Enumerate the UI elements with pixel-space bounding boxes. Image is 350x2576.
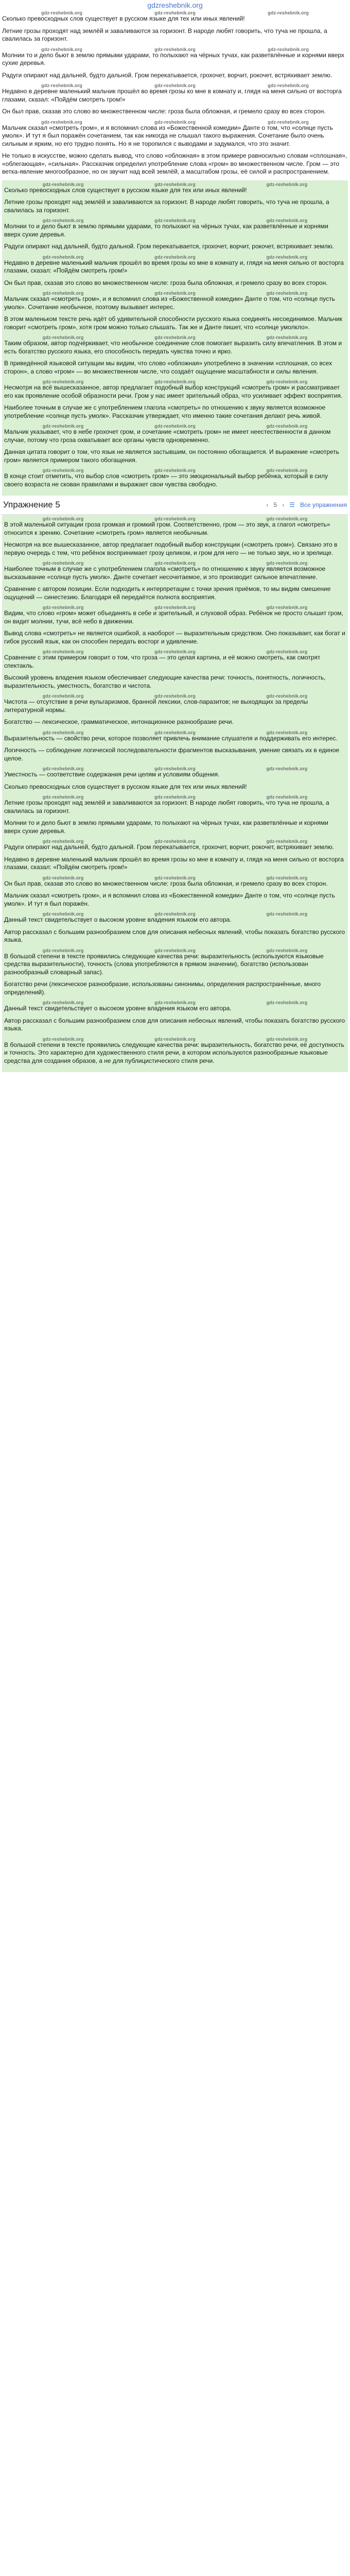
paragraph: Несмотря на все вышесказанное, автор предлагает подобный выбор конструкции («смотреть гром»). Связано это в первую очередь с тем, что ребёнок воспринимает грозу целиком, и гром для него — не только звук, но и зрелище.	[4, 541, 338, 556]
paragraph: Недавно в деревне маленький мальчик прошёл во время грозы ко мне в комнату и, глядя на меня сильно от восторга глазами, сказал: «Пойдём смотреть гром!»	[2, 88, 342, 103]
watermark-text: gdz-reshebnik.org	[266, 693, 308, 699]
watermark-text: gdz-reshebnik.org	[266, 839, 308, 844]
watermark-text: gdz-reshebnik.org	[42, 335, 84, 340]
watermark-text: gdz-reshebnik.org	[154, 10, 196, 15]
watermark-row	[2, 83, 348, 88]
paragraph: Выразительность — свойство речи, которое позволяет привлечь внимание слушателя и поддерживать его интерес.	[4, 734, 338, 742]
watermark-text: gdz-reshebnik.org	[42, 911, 84, 917]
paragraph: Данный текст свидетельствует о высоком уровне владения языком его автора.	[4, 916, 232, 923]
watermark-text: gdz-reshebnik.org	[268, 119, 309, 125]
exercise-nav	[267, 501, 347, 509]
watermark-text: gdz-reshebnik.org	[154, 119, 196, 125]
watermark-row	[4, 650, 346, 654]
watermark-text: gdz-reshebnik.org	[42, 468, 84, 473]
watermark-text: gdz-reshebnik.org	[154, 1000, 196, 1005]
answer-block	[2, 180, 348, 496]
watermark-text: gdz-reshebnik.org	[266, 291, 308, 296]
watermark-text: gdz-reshebnik.org	[266, 911, 308, 917]
watermark-row	[4, 839, 346, 843]
paragraph: Несмотря на всё вышесказанное, автор предлагает подобный выбор конструкций «смотреть гром» и рассматривает его как проявление особой образности речи. Гром у нас имеет зрительный образ, что усиливает эффект восприятия.	[4, 384, 343, 399]
paragraph: Автор рассказал с большим разнообразием слов для описания небесных явлений, чтобы показать богатство русского языка.	[4, 928, 345, 943]
watermark-text: gdz-reshebnik.org	[42, 1000, 84, 1005]
paragraph: Богатство речи (лексическое разнообразие, использованы синонимы, определения распространённые, много определений).	[4, 980, 321, 996]
paragraph: Сравнение с автором позиции. Если подходить к интерпретации с точки зрения приёмов, то мы видим смешение ощущений — синестезию. Благодаря ей передаётся полнота восприятия.	[4, 585, 331, 601]
watermark-row	[4, 255, 346, 259]
watermark-text: gdz-reshebnik.org	[42, 561, 84, 566]
watermark-text: gdz-reshebnik.org	[154, 468, 196, 473]
watermark-text: gdz-reshebnik.org	[266, 875, 308, 880]
watermark-text: gdz-reshebnik.org	[266, 335, 308, 340]
watermark-text: gdz-reshebnik.org	[154, 1036, 196, 1042]
watermark-text: gdz-reshebnik.org	[42, 730, 84, 735]
watermark-text: gdz-reshebnik.org	[154, 379, 196, 384]
watermark-text: gdz-reshebnik.org	[42, 605, 84, 610]
watermark-text: gdz-reshebnik.org	[41, 119, 82, 125]
watermark-text: gdz-reshebnik.org	[41, 10, 82, 15]
paragraph: Мальчик сказал «смотреть гром», и я вспомнил слова из «Божественной комедии» Данте о том, что «солнце пусть умолк». И тут я был поражён сочетанием, так как никогда не слышал такого выражения. Сочетание было очень сильным и ярким, но его трудно понять. Но я не торопился с выводами и задумался, что это значит.	[2, 124, 333, 147]
watermark-text: gdz-reshebnik.org	[42, 291, 84, 296]
watermark-text: gdz-reshebnik.org	[42, 947, 84, 953]
paragraph: Молнии то и дело бьют в землю прямыми ударами, то полыхают на чёрных тучах, как разветвлённые и корнями вверх сухие деревья.	[4, 819, 328, 835]
paragraph: Не только в искусстве, можно сделать вывод, что слово «обложная» в этом примере равносильно словам «сплошная», «облегающая», «сильная». Рассказчик определил употребление слова «гром» во множественном числе. Гром — это ветка-явление многообразное, но он звучит над всей землёй, а масштабом грозы, её силой и распространением.	[2, 152, 347, 175]
paragraph: Мальчик сказал «смотреть гром», и я вспомнил слова из «Божественной комедии» Данте о том, что «солнце пусть умолк». Сочетание необычное, поэтому вызывает интерес.	[4, 295, 335, 311]
watermark-row	[4, 605, 346, 609]
watermark-text: gdz-reshebnik.org	[266, 794, 308, 800]
watermark-row	[4, 912, 346, 916]
next-button[interactable]: ›	[282, 501, 285, 509]
paragraph: Мальчик сказал «смотреть гром», и я вспомнил слова из «Божественной комедии» Данте о том, что «солнце пусть умолк». И тут я был поражён.	[4, 892, 335, 907]
watermark-text: gdz-reshebnik.org	[266, 649, 308, 654]
watermark-text: gdz-reshebnik.org	[154, 254, 196, 260]
watermark-row	[4, 561, 346, 565]
watermark-row	[2, 120, 348, 124]
watermark-row	[4, 424, 346, 428]
paragraph: Наиболее точным в случае же с употреблением глагола «смотреть» по отношению к звуку является возможное высказывание «солнце пусть умолк». Данте сочетает несочетаемое, и это производит сильное впечатление.	[4, 565, 326, 581]
paragraph: Недавно в деревне маленький мальчик прошёл во время грозы ко мне в комнату и, глядя на меня сильно от восторга глазами, сказал: «Пойдём смотреть гром!»	[4, 259, 344, 274]
watermark-text: gdz-reshebnik.org	[154, 516, 196, 521]
paragraph: Он был прав, сказав это слово во множественном числе: гроза была обложная, и гремело сразу во всех сторон.	[2, 108, 326, 115]
watermark-row	[4, 380, 346, 384]
paragraph: Мальчик указывает, что в небе грохочет гром, и сочетание «смотреть гром» не имеет неестественности в данном случае, потому что гроза охватывает все органы чувств одновременно.	[4, 428, 331, 444]
watermark-text: gdz-reshebnik.org	[266, 218, 308, 223]
watermark-text: gdz-reshebnik.org	[42, 379, 84, 384]
paragraph: Сколько превосходных слов существует в русском языке для тех или иных явлений!	[4, 783, 247, 790]
watermark-text: gdz-reshebnik.org	[42, 218, 84, 223]
watermark-row	[4, 795, 346, 799]
paragraph: Данный текст свидетельствует о высоком уровне владения языком его автора.	[4, 1005, 232, 1012]
paragraph: Наиболее точным в случае же с употреблением глагола «смотреть» по отношению к звуку является возможное употребление «солнце пусть умолк». Рассказчик утверждает, что именно такие сочетания делают речь живой.	[4, 404, 326, 419]
watermark-text: gdz-reshebnik.org	[154, 46, 196, 52]
watermark-text: gdz-reshebnik.org	[41, 83, 82, 88]
watermark-row	[4, 1001, 346, 1005]
watermark-text: gdz-reshebnik.org	[266, 423, 308, 429]
paragraph: Богатство — лексическое, грамматическое, интонационное разнообразие речи.	[4, 718, 234, 725]
watermark-row	[4, 468, 346, 472]
watermark-text: gdz-reshebnik.org	[154, 335, 196, 340]
watermark-text: gdz-reshebnik.org	[154, 766, 196, 771]
watermark-text: gdz-reshebnik.org	[154, 911, 196, 917]
paragraph: Молнии то и дело бьют в землю прямыми ударами, то полыхают на чёрных тучах, как разветвлённые и корнями вверх сухие деревья.	[4, 223, 328, 238]
paragraph: Радуги опирают над дальней, будто дальной. Гром перекатывается, грохочет, ворчит, рокочет, встряхивает землю.	[4, 843, 334, 851]
paragraph: Таким образом, автор подчёркивает, что необычное соединение слов помогает выразить силу впечатления. В этом и есть богатство русского языка, его способность передать чувства точно и ярко.	[4, 340, 342, 355]
watermark-text: gdz-reshebnik.org	[268, 10, 309, 15]
watermark-text: gdz-reshebnik.org	[42, 766, 84, 771]
watermark-row	[2, 11, 348, 15]
watermark-text: gdz-reshebnik.org	[154, 693, 196, 699]
watermark-text: gdz-reshebnik.org	[266, 468, 308, 473]
watermark-text: gdz-reshebnik.org	[154, 423, 196, 429]
site-link[interactable]: gdzreshebnik.org	[147, 1, 203, 9]
watermark-text: gdz-reshebnik.org	[154, 181, 196, 187]
paragraph: Радуги опирают над дальней, будто дальной. Гром перекатывается, грохочет, ворчит, рокочет, встряхивает землю.	[4, 243, 334, 250]
watermark-text: gdz-reshebnik.org	[154, 605, 196, 610]
watermark-text: gdz-reshebnik.org	[154, 218, 196, 223]
watermark-text: gdz-reshebnik.org	[154, 561, 196, 566]
paragraph: Чистота — отсутствие в речи вульгаризмов, бранной лексики, слов-паразитов; не выходящих за пределы литературной нормы.	[4, 698, 308, 714]
watermark-text: gdz-reshebnik.org	[42, 181, 84, 187]
watermark-text: gdz-reshebnik.org	[266, 766, 308, 771]
watermark-text: gdz-reshebnik.org	[154, 83, 196, 88]
watermark-text: gdz-reshebnik.org	[42, 254, 84, 260]
watermark-row	[4, 182, 346, 187]
paragraph: Радуги опирают над дальней, будто дальной. Гром перекатывается, грохочет, ворчит, рокочет, встряхивает землю.	[2, 71, 332, 79]
watermark-text: gdz-reshebnik.org	[42, 516, 84, 521]
task-text-block	[2, 11, 348, 176]
paragraph: Летние грозы проходят над землёй и заваливаются за горизонт. В народе любят говорить, что туча не прошла, а свалилась за горизонт.	[2, 27, 327, 42]
watermark-row	[4, 1037, 346, 1041]
watermark-text: gdz-reshebnik.org	[266, 379, 308, 384]
watermark-text: gdz-reshebnik.org	[266, 947, 308, 953]
paragraph: В большой степени в тексте проявились следующие качества речи: выразительность (используются языковые средства выразительности), точность (слова употребляются в прямом значении), богатство (использован разнообразный словарный запас).	[4, 952, 324, 976]
paragraph: Видим, что слово «гром» может объединять в себе и зрительный, и слуховой образ. Ребёнок не просто слышит гром, он видит молнии, тучи, всё небо в движении.	[4, 609, 343, 625]
watermark-text: gdz-reshebnik.org	[42, 839, 84, 844]
paragraph: Он был прав, сказав это слово во множественном числе: гроза была обложная, и гремело сразу во всех сторон.	[4, 279, 328, 286]
paragraph: Сравнение с этим примером говорит о том, что гроза — это целая картина, и её можно смотреть, как смотрят спектакль.	[4, 654, 321, 669]
watermark-row	[4, 694, 346, 698]
watermark-text: gdz-reshebnik.org	[266, 1036, 308, 1042]
watermark-row	[4, 517, 346, 521]
watermark-text: gdz-reshebnik.org	[268, 46, 309, 52]
paragraph: Он был прав, сказав это слово во множественном числе: гроза была обложная, и гремело сразу во всех сторон.	[4, 879, 328, 887]
paragraph: В конце стоит отметить, что выбор слов «смотреть гром» — это эмоциональный выбор ребёнка, который в силу своего возраста не скован правилами и выражает свои чувства свободно.	[4, 472, 328, 488]
watermark-text: gdz-reshebnik.org	[42, 1036, 84, 1042]
watermark-text: gdz-reshebnik.org	[154, 875, 196, 880]
watermark-text: gdz-reshebnik.org	[154, 794, 196, 800]
paragraph: В большой степени в тексте проявились следующие качества речи: выразительность, богатство речи, её доступность и точность. Это характерно для художественного стиля речи, в котором используются разнообразные языковые средства для создания образов, а не для публицистического стиля речи.	[4, 1041, 344, 1064]
paragraph: В этой маленькой ситуации гроза громкая и громкий гром. Соответственно, гром — это звук, а глагол «смотреть» относится к зрению. Сочетание «смотреть гром» является необычным.	[4, 521, 330, 536]
all-exercises-link[interactable]: Все упражнения	[300, 501, 347, 509]
paragraph: Высокий уровень владения языком обеспечивает следующие качества речи: точность, понятность, логичность, выразительность, уместность, богатство и чистота.	[4, 674, 326, 689]
article-content	[0, 11, 350, 1072]
paragraph: Вывод слова «смотреть» не является ошибкой, а наоборот — выразительным средством. Оно показывает, как богат и гибок русский язык, как он способен передать восторг и удивление.	[4, 630, 345, 645]
paragraph: Сколько превосходных слов существует в русском языке для тех или иных явлений!	[4, 186, 247, 194]
answer-block	[2, 515, 348, 1072]
watermark-text: gdz-reshebnik.org	[41, 46, 82, 52]
watermark-text: gdz-reshebnik.org	[266, 605, 308, 610]
paragraph: Сколько превосходных слов существует в русском языке для тех или иных явлений!	[2, 15, 245, 22]
exercise-header	[0, 496, 350, 515]
paragraph: В этом маленьком тексте речь идёт об удивительной способности русского языка соединять несоединимое. Мальчик говорит «смотреть гром», хотя гром можно только слышать. Так же и Данте пишет, что «солнце умолкло».	[4, 315, 343, 331]
watermark-text: gdz-reshebnik.org	[42, 649, 84, 654]
watermark-text: gdz-reshebnik.org	[154, 839, 196, 844]
watermark-row	[4, 767, 346, 771]
watermark-text: gdz-reshebnik.org	[266, 1000, 308, 1005]
watermark-text: gdz-reshebnik.org	[266, 181, 308, 187]
watermark-row	[4, 291, 346, 295]
watermark-row	[2, 47, 348, 52]
exercise-title: Упражнение 5	[3, 500, 60, 510]
watermark-row	[4, 876, 346, 880]
paragraph: Логичность — соблюдение логической последовательности фрагментов высказывания, умение связать их в единое целое.	[4, 747, 340, 762]
watermark-text: gdz-reshebnik.org	[268, 83, 309, 88]
watermark-text: gdz-reshebnik.org	[154, 730, 196, 735]
watermark-text: gdz-reshebnik.org	[42, 693, 84, 699]
watermark-text: gdz-reshebnik.org	[154, 649, 196, 654]
prev-button[interactable]: ‹	[266, 501, 269, 509]
paragraph: Автор рассказал с большим разнообразием слов для описания небесных явлений, чтобы показать богатство русского языка.	[4, 1016, 345, 1032]
watermark-row	[4, 948, 346, 953]
paragraph: Данная цитата говорит о том, что язык не является застывшим, он постоянно обогащается. И выражение «смотреть гром» является примером такого обогащения.	[4, 448, 339, 464]
paragraph: Молнии то и дело бьют в землю прямыми ударами, то полыхают на чёрных тучах, как разветвлённые и корнями вверх сухие деревья.	[2, 51, 344, 66]
watermark-text: gdz-reshebnik.org	[266, 516, 308, 521]
paragraph: В приведённой языковой ситуации мы видим, что слово «обложная» употреблено в значении «сплошная, со всех сторон», а слово «гром» — во множественном числе, что создаёт ощущение масштабности и силы явления.	[4, 360, 332, 375]
paragraph: Уместность — соответствие содержания речи целям и условиям общения.	[4, 771, 220, 778]
watermark-row	[4, 218, 346, 223]
watermark-text: gdz-reshebnik.org	[42, 875, 84, 880]
watermark-text: gdz-reshebnik.org	[266, 730, 308, 735]
watermark-text: gdz-reshebnik.org	[266, 561, 308, 566]
exercise-number: 5	[273, 501, 277, 509]
paragraph: Летние грозы проходят над землёй и заваливаются за горизонт. В народе любят говорить, что туча не прошла, а свалилась за горизонт.	[4, 799, 329, 815]
list-icon[interactable]: ☰	[289, 501, 295, 509]
watermark-text: gdz-reshebnik.org	[154, 947, 196, 953]
watermark-text: gdz-reshebnik.org	[266, 254, 308, 260]
paragraph: Недавно в деревне маленький мальчик прошёл во время грозы ко мне в комнату и, глядя на меня сильно от восторга глазами, сказал: «Пойдём смотреть гром!»	[4, 855, 344, 871]
paragraph: Летние грозы проходят над землёй и заваливаются за горизонт. В народе любят говорить, что туча не прошла, а свалилась за горизонт.	[4, 198, 329, 214]
watermark-row	[4, 731, 346, 735]
watermark-row	[4, 335, 346, 340]
watermark-text: gdz-reshebnik.org	[42, 794, 84, 800]
watermark-text: gdz-reshebnik.org	[42, 423, 84, 429]
watermark-text: gdz-reshebnik.org	[154, 291, 196, 296]
